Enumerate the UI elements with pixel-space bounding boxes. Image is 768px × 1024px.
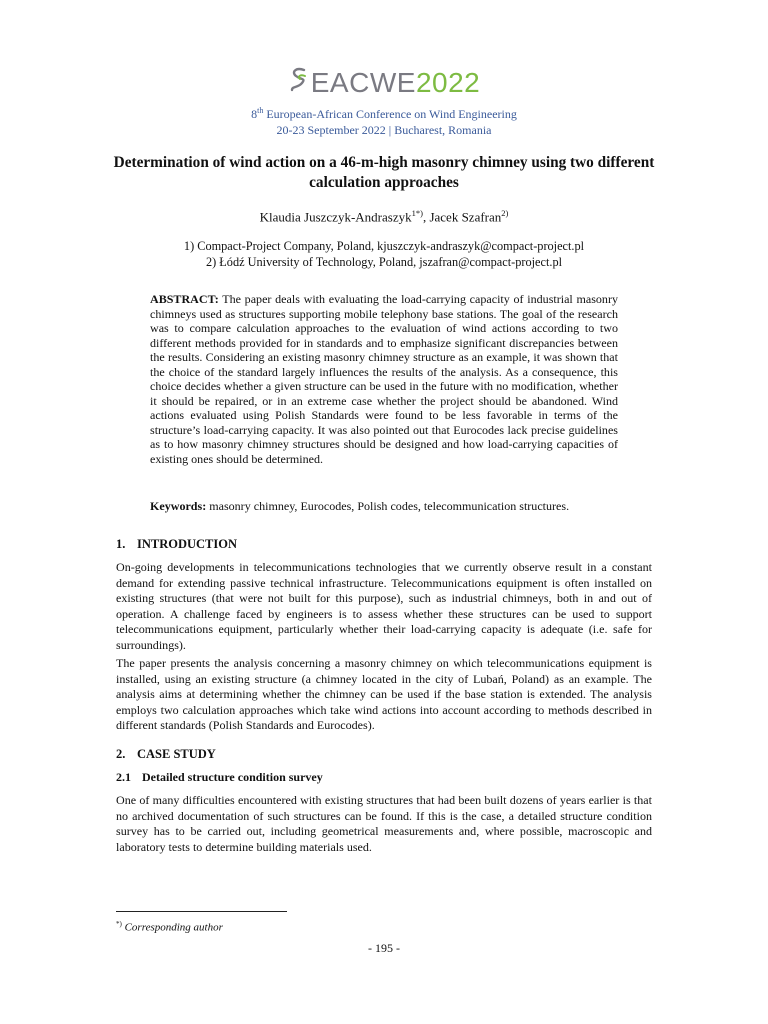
subsection-heading: 2.1 Detailed structure condition survey [116, 770, 323, 784]
paper-title: Determination of wind action on a 46-m-high masonry chimney using two different calculation approaches [113, 154, 655, 191]
conference-name: 8th European-African Conference on Wind Engineering [251, 106, 517, 121]
author-list: Klaudia Juszczyk-Andraszyk$^{1*)}$, Jacek Szafran$^{2)}$ [259, 208, 509, 225]
affiliation-line: 2) Łódź University of Technology, Poland, jszafran@compact-project.pl [205, 255, 563, 269]
page-number: - 195 - [368, 941, 400, 955]
logo-text: EACWE [310, 67, 416, 98]
keywords-label: Keywords: [150, 499, 207, 513]
affiliation-line: 1) Compact-Project Company, Poland, kjuszczyk-andraszyk@compact-project.pl [183, 239, 585, 253]
author-name: Jacek Szafran [429, 209, 502, 225]
logo-year: 2022 [415, 67, 481, 98]
keywords [150, 499, 618, 514]
paragraph: One of many difficulties encountered with existing structures that had been built dozens of years earlier is that no archived documentation of such structures can be found. If this is the case, a detailed structure condition survey has to be carried out, including geometrical measurements and, where possible, macroscopic and laboratory tests to determine building materials used. [116, 793, 652, 854]
conference-logo [0, 66, 768, 102]
abstract-text: The paper deals with evaluating the load-carrying capacity of industrial masonry chimneys used as structures supporting mobile telephony base stations. The goal of the research was to compare calculation approaches to the evaluation of wind actions according to two different methods provided for in standards and to emphasize significant discrepancies between the results. Considering an existing masonry chimney structure as an example, it was shown that the choice of the standard largely influences the results of the analysis. As a consequence, this choice decides whether a given structure can be used in the future with no modification, whether it should be repaired, or in an extreme case whether the project should be abandoned. Wind actions evaluated using Polish Standards were found to be less favorable in terms of the structure’s load-carrying capacity. It was also pointed out that Eurocodes lack precise guidelines as to how masonry chimney structures should be designed and how load-carrying capacities of existing ones should be determined. [150, 292, 618, 466]
abstract [150, 292, 618, 466]
section-heading-introduction: 1. INTRODUCTION [116, 537, 238, 551]
affiliations [0, 238, 768, 270]
keywords-text: masonry chimney, Eurocodes, Polish codes, telecommunication structures. [206, 499, 570, 513]
footnote: *) Corresponding author [116, 920, 223, 934]
author-name: Klaudia Juszczyk-Andraszyk [259, 209, 412, 225]
wind-swirl-icon [288, 66, 310, 102]
conference-info [0, 103, 768, 138]
paragraph: On-going developments in telecommunications technologies that we currently observe result in a constant demand for extending passive technical infrastructure. Telecommunications equipment is often installed on existing structures (that were not built for this purpose), such as industrial chimneys, both in and out of operation. A challenge faced by engineers is to assess whether these structures can be used to support telecommunications equipment, particularly whether their load-carrying capacity is adequate (i.e. safe for surroundings). [116, 560, 652, 652]
abstract-label: ABSTRACT: [150, 292, 219, 306]
conference-date-place: 20-23 September 2022 | Bucharest, Romania [276, 123, 492, 137]
section-heading-case-study: 2. CASE STUDY [116, 747, 216, 761]
paragraph: The paper presents the analysis concerning a masonry chimney on which telecommunications equipment is installed, using an existing structure (a chimney located in the city of Lubań, Poland) as an example. The analysis aims at determining whether the chimney can be used if the base station is extended. The analysis employs two calculation approaches which take wind actions into account according to methods described in different standards (Polish Standards and Eurocodes). [116, 656, 652, 733]
footnote-divider [116, 911, 287, 912]
